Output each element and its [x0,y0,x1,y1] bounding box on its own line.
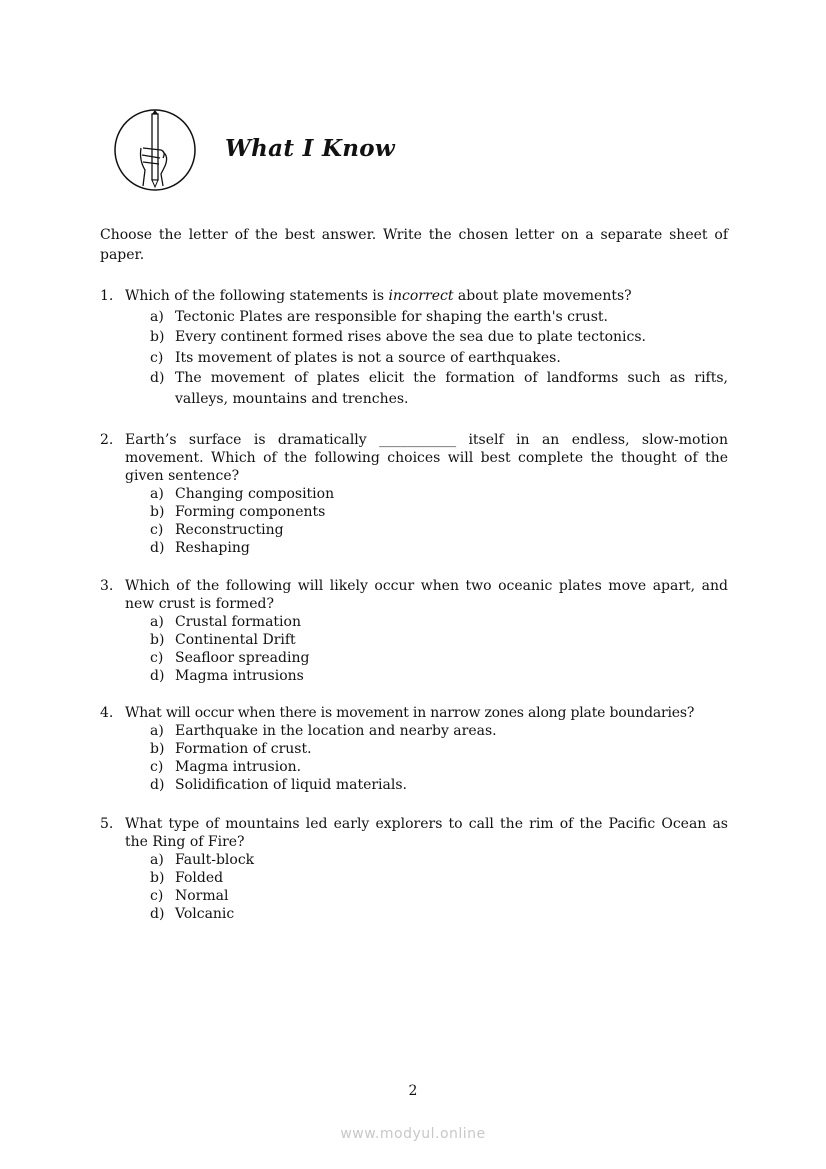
question-number: 3. [100,578,114,594]
option: a) Tectonic Plates are responsible for shaping the earth's crust. [150,308,608,325]
question-number: 1. [100,288,114,304]
question-4 [100,704,728,794]
option: d) Reshaping [150,540,250,556]
option: a) Crustal formation [150,614,301,630]
option: c) Its movement of plates is not a source of earthquakes. [150,349,561,366]
watermark: www.modyul.online [340,1126,486,1142]
option: a) Fault-block [150,852,255,868]
option: d) Volcanic [150,906,235,922]
question-number: 4. [100,705,114,721]
option: b) Folded [150,870,224,886]
option: a) Changing composition [150,486,335,502]
option: c) Magma intrusion. [150,759,302,775]
option: b) Formation of crust. [150,741,312,757]
question-3 [100,577,728,685]
page-number: 2 [408,1083,418,1099]
option: d) Magma intrusions [150,668,304,684]
option: c) Seafloor spreading [150,650,310,666]
option: d) Solidification of liquid materials. [150,777,407,793]
instructions: Choose the letter of the best answer. Write the chosen letter on a separate sheet of paper. [100,227,728,263]
option: b) Forming components [150,504,326,520]
option: b) Every continent formed rises above the sea due to plate tectonics. [150,329,646,346]
question-number: 2. [100,432,114,448]
question-stem: Which of the following will likely occur when two oceanic plates move apart, and new crust is formed? [125,578,728,612]
option: b) Continental Drift [150,632,296,648]
section-title: What I Know [225,135,396,162]
hand-holding-pencil-icon [113,108,197,192]
question-stem: Which of the following statements is incorrect about plate movements? [125,288,632,304]
question-number: 5. [100,816,114,832]
option: c) Normal [150,888,229,904]
question-stem: What will occur when there is movement in narrow zones along plate boundaries? [125,705,695,721]
question-5 [100,815,728,923]
question-1 [100,286,728,410]
option: a) Earthquake in the location and nearby areas. [150,723,497,739]
question-stem: What type of mountains led early explorers to call the rim of the Pacific Ocean as the Ring of Fire? [125,816,728,850]
option: c) Reconstructing [150,522,284,538]
question-stem: Earth’s surface is dramatically ___________ itself in an endless, slow-motion movement. Which of the following choices will best complete the thought of the given sentence? [125,432,728,484]
option: d) The movement of plates elicit the formation of landforms such as rifts, valleys, mountains and trenches. [150,370,728,407]
question-2 [100,431,728,557]
